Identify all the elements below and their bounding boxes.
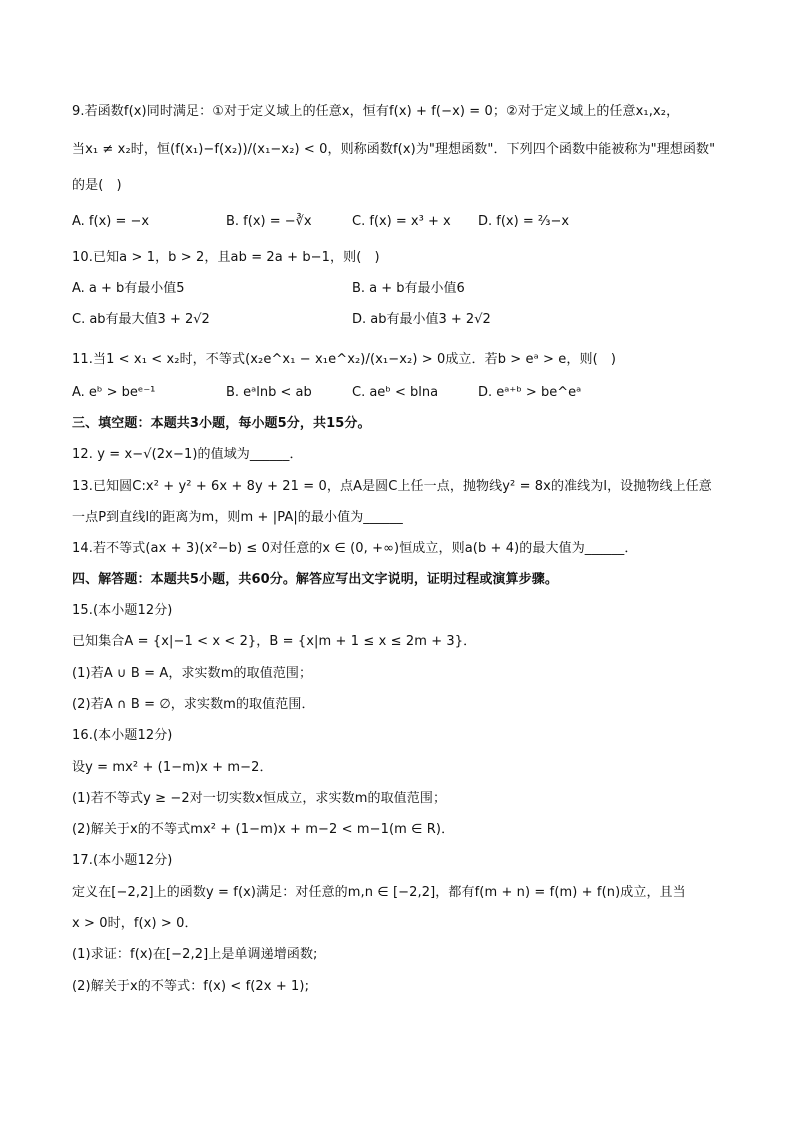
q11-option-c: C. aeᵇ < blna: [352, 385, 439, 400]
q9-line3: 的是( ): [72, 178, 122, 193]
section-4-heading: 四、解答题：本题共5小题，共60分。解答应写出文字说明，证明过程或演算步骤。: [72, 572, 558, 587]
q15-stem: 已知集合A = {x|−1 < x < 2}，B = {x|m + 1 ≤ x ≤ 2m + 3}．: [72, 634, 477, 649]
q9-option-a: A. f(x) = −x: [72, 214, 150, 229]
q11-options: [72, 384, 732, 402]
q10-option-c: C. ab有最大值3 + 2√2: [72, 312, 210, 327]
q9-option-b: B. f(x) = −∛x: [226, 214, 312, 229]
q16-stem: 设y = mx² + (1−m)x + m−2．: [72, 760, 273, 775]
q17-title: 17.(本小题12分): [72, 853, 173, 868]
q10-option-d: D. ab有最小值3 + 2√2: [352, 312, 491, 327]
section-3-heading: 三、填空题：本题共3小题，每小题5分，共15分。: [72, 416, 371, 431]
q15-part2: (2)若A ∩ B = ∅，求实数m的取值范围．: [72, 697, 315, 712]
q14-text: 14.若不等式(ax + 3)(x²−b) ≤ 0对任意的x ∈ (0, +∞)恒成立，则a(b + 4)的最大值为______．: [72, 541, 638, 556]
q12-text: 12. y = x−√(2x−1)的值域为______．: [72, 447, 303, 462]
q11-stem: 11.当1 < x₁ < x₂时，不等式(x₂e^x₁ − x₁e^x₂)/(x₁−x₂) > 0成立．若b > eᵃ > e，则( ): [72, 352, 617, 367]
q10-option-b: B. a + b有最小值6: [352, 281, 465, 296]
q11-option-d: D. eᵃ⁺ᵇ > be^eᵃ: [478, 385, 582, 400]
q9-line1: 9.若函数f(x)同时满足：①对于定义域上的任意x，恒有f(x) + f(−x) = 0；②对于定义域上的任意x₁,x₂，: [72, 104, 680, 119]
q15-part1: (1)若A ∪ B = A，求实数m的取值范围；: [72, 666, 313, 681]
q17-part1: (1)求证：f(x)在[−2,2]上是单调递增函数;: [72, 947, 318, 962]
q10-options-row2: [72, 311, 732, 329]
q11-option-a: A. eᵇ > beᵉ⁻¹: [72, 385, 156, 400]
q13-line1: 13.已知圆C:x² + y² + 6x + 8y + 21 = 0，点A是圆C上任一点，抛物线y² = 8x的准线为l，设抛物线上任意: [72, 479, 712, 494]
q10-options-row1: [72, 280, 732, 298]
q9-option-c: C. f(x) = x³ + x: [352, 214, 451, 229]
q9-option-d: D. f(x) = ⅔−x: [478, 214, 570, 229]
q17-line2: x > 0时，f(x) > 0．: [72, 916, 198, 931]
q16-title: 16.(本小题12分): [72, 728, 173, 743]
q9-options: [72, 213, 732, 231]
q16-part1: (1)若不等式y ≥ −2对一切实数x恒成立，求实数m的取值范围；: [72, 791, 447, 806]
q17-line1: 定义在[−2,2]上的函数y = f(x)满足：对任意的m,n ∈ [−2,2]，都有f(m + n) = f(m) + f(n)成立，且当: [72, 885, 686, 900]
q17-part2: (2)解关于x的不等式：f(x) < f(2x + 1);: [72, 979, 310, 994]
q11-option-b: B. eᵃlnb < ab: [226, 385, 312, 400]
q10-stem: 10.已知a > 1，b > 2，且ab = 2a + b−1，则( ): [72, 250, 380, 265]
q9-line2: 当x₁ ≠ x₂时，恒(f(x₁)−f(x₂))/(x₁−x₂) < 0，则称函数f(x)为"理想函数"．下列四个函数中能被称为"理想函数": [72, 142, 716, 157]
q16-part2: (2)解关于x的不等式mx² + (1−m)x + m−2 < m−1(m ∈ R)．: [72, 822, 455, 837]
q13-line2: 一点P到直线l的距离为m，则m + |PA|的最小值为______: [72, 510, 403, 525]
q10-option-a: A. a + b有最小值5: [72, 281, 185, 296]
q15-title: 15.(本小题12分): [72, 603, 173, 618]
